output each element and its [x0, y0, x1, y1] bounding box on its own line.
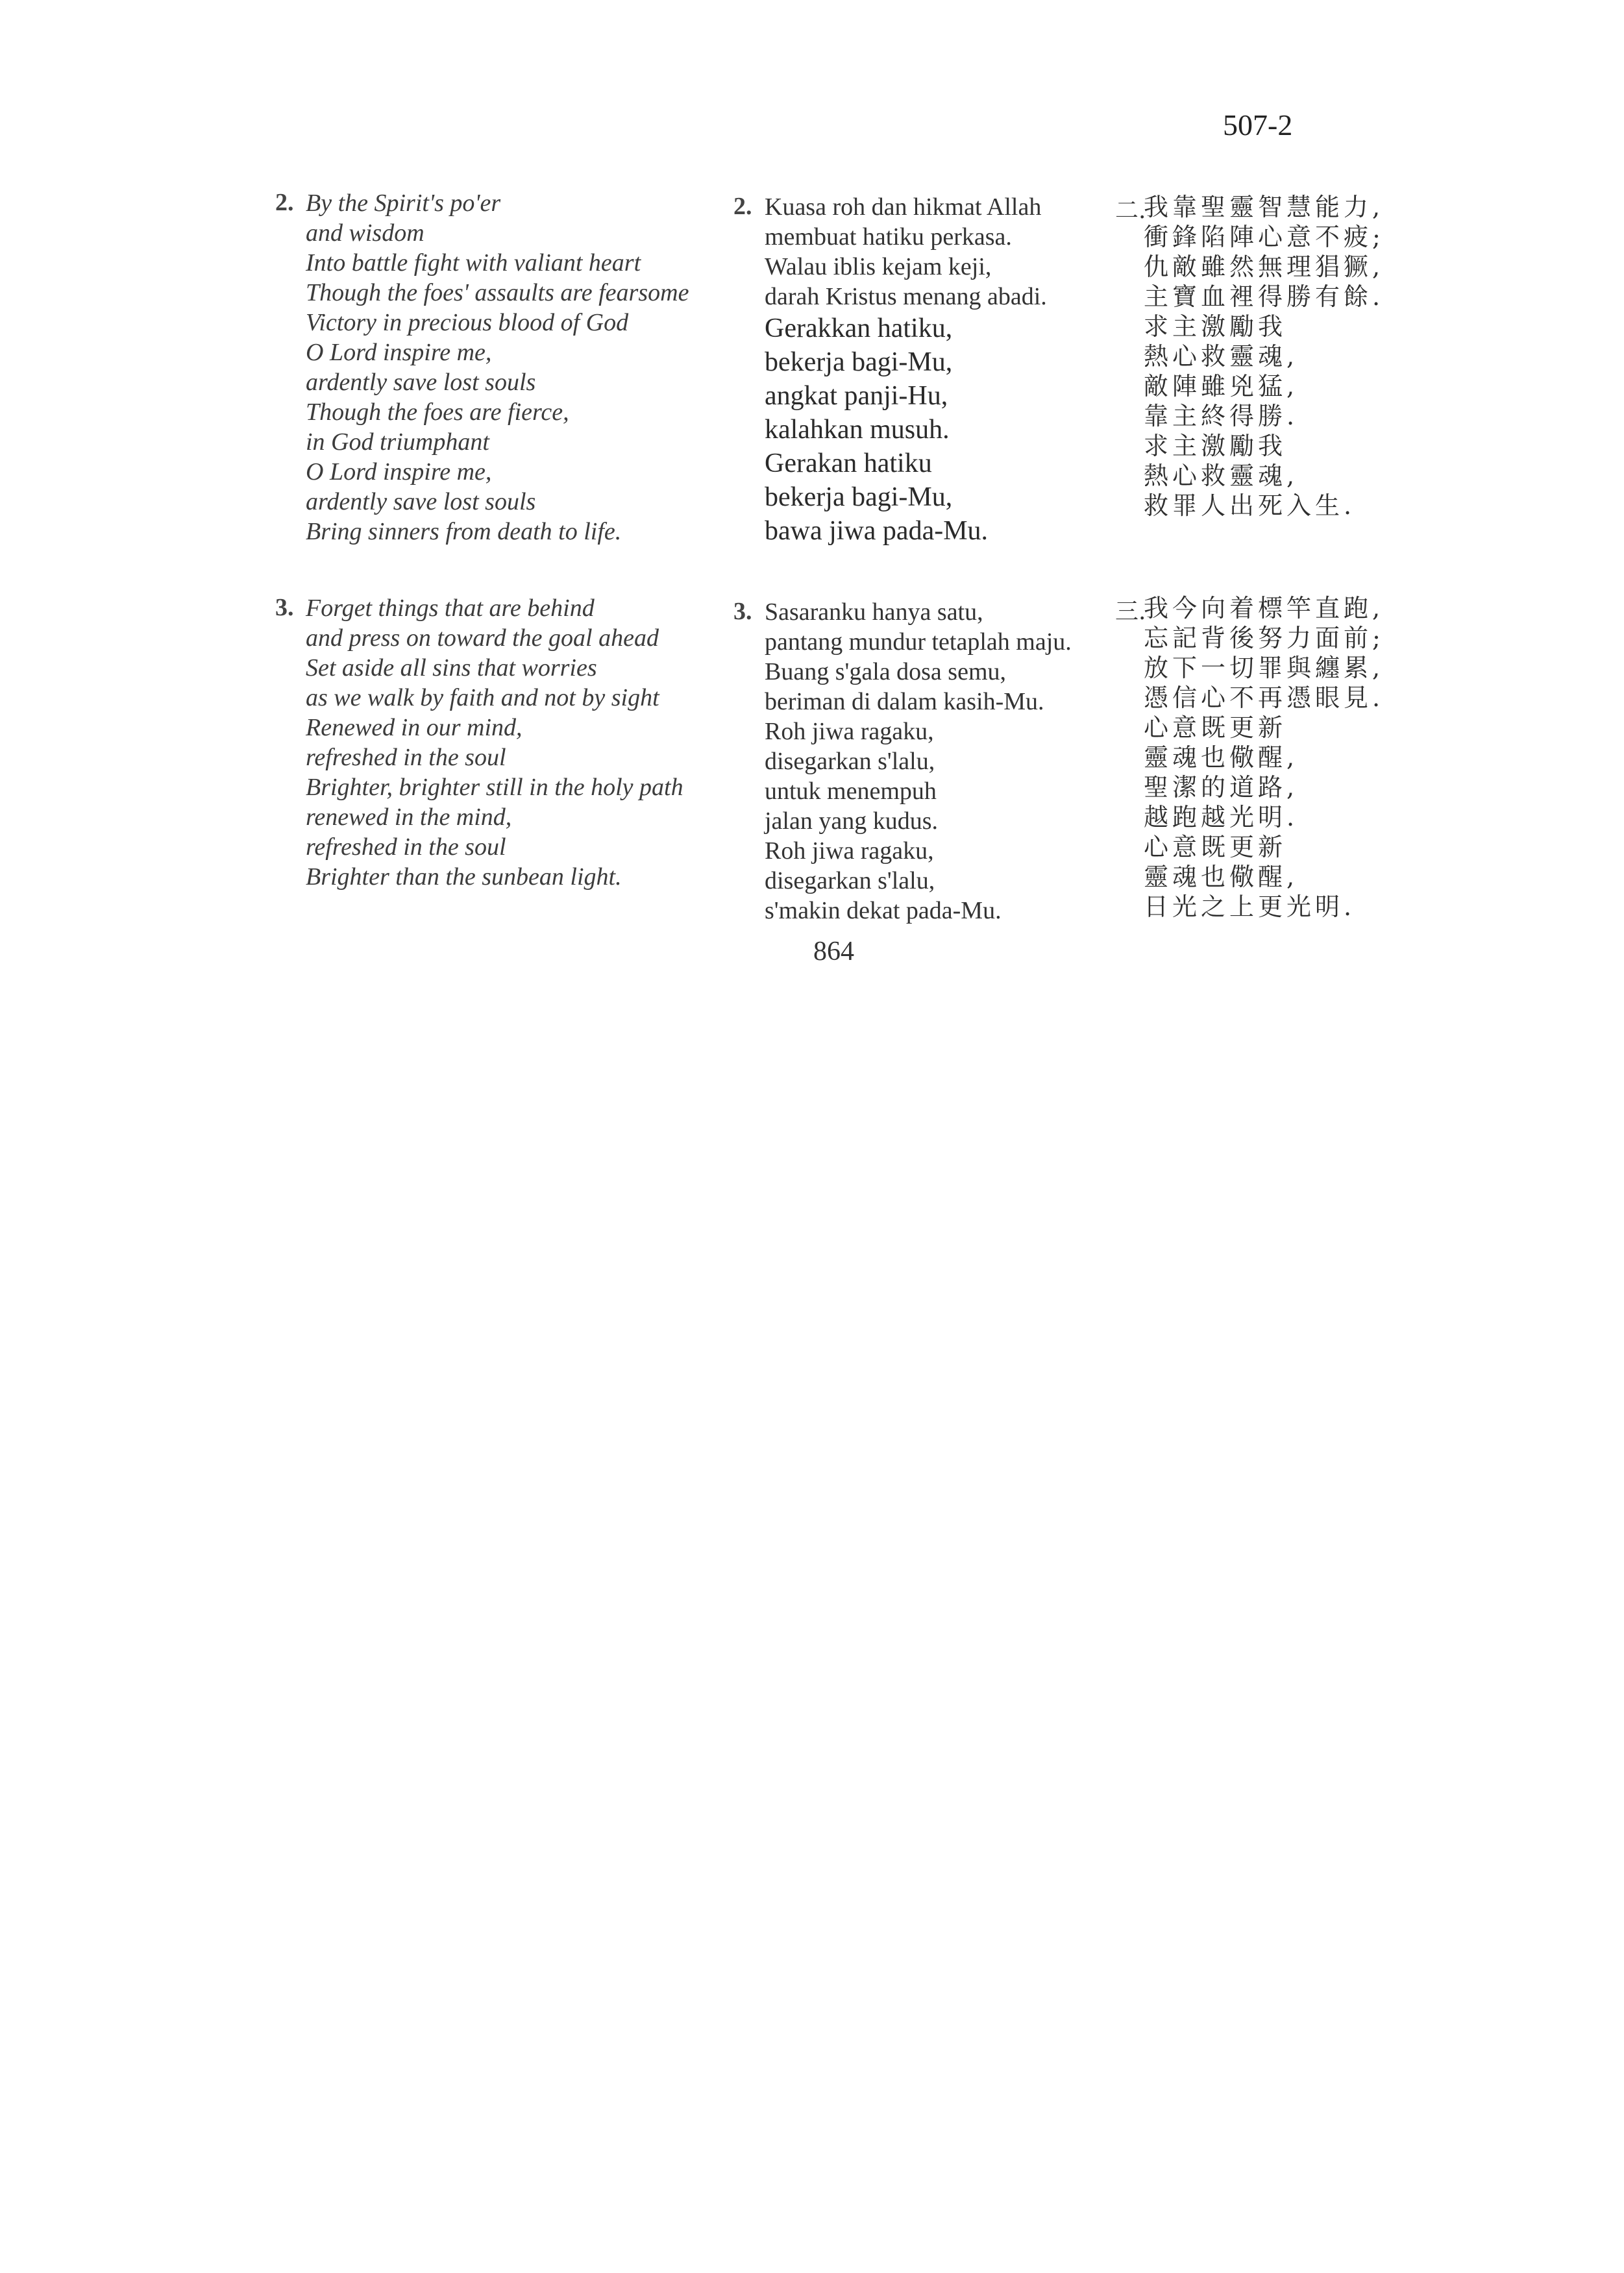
lyric-line: Walau iblis kejam keji,: [765, 253, 992, 280]
lyric-line: Victory in precious blood of God: [306, 309, 629, 336]
verse-lines: [306, 188, 689, 547]
lyric-line: 熱心救靈魂,: [1144, 342, 1299, 371]
verse-lines: [1144, 593, 1384, 922]
lyric-line: 放下一切罪與纏累,: [1144, 654, 1384, 682]
lyric-line: bekerja bagi-Mu,: [765, 482, 953, 512]
lyric-line: refreshed in the soul: [306, 744, 506, 771]
verse-3-indonesian: [733, 597, 1110, 935]
lyric-line: bekerja bagi-Mu,: [765, 347, 953, 377]
verse-number: 三.: [1115, 598, 1146, 625]
lyric-line: ardently save lost souls: [306, 488, 536, 515]
verse-number: 3.: [733, 598, 752, 625]
lyric-line: Brighter, brighter still in the holy path: [306, 774, 683, 801]
lyric-line: disegarkan s'lalu,: [765, 748, 935, 775]
lyric-line: 靠主終得勝.: [1144, 402, 1299, 430]
lyric-line: s'makin dekat pada-Mu.: [765, 897, 1002, 924]
lyric-line: and press on toward the goal ahead: [306, 624, 659, 652]
lyric-line: 敵陣雖兇猛,: [1144, 372, 1299, 400]
lyric-line: Into battle fight with valiant heart: [306, 249, 641, 276]
lyric-line: Forget things that are behind: [306, 595, 595, 622]
lyric-line: 求主激勵我: [1144, 312, 1287, 341]
lyric-line: 心意既更新: [1144, 833, 1287, 861]
lyric-line: Renewed in our mind,: [306, 714, 523, 741]
lyric-line: disegarkan s'lalu,: [765, 867, 935, 894]
lyric-line: 日光之上更光明.: [1144, 892, 1356, 921]
verse-2-english: [275, 188, 730, 552]
lyric-line: jalan yang kudus.: [765, 807, 939, 835]
lyric-line: 憑信心不再憑眼見.: [1144, 683, 1384, 712]
lyric-line: Though the foes' assaults are fearsome: [306, 279, 689, 306]
lyric-line: 主寶血裡得勝有餘.: [1144, 282, 1384, 311]
verse-lines: [1144, 192, 1384, 521]
lyric-line: membuat hatiku perkasa.: [765, 223, 1012, 251]
verse-2-chinese: [1115, 192, 1420, 543]
verse-number: 二.: [1115, 197, 1146, 224]
lyric-line: Bring sinners from death to life.: [306, 518, 622, 545]
lyric-line: angkat panji-Hu,: [765, 381, 948, 411]
verse-lines: [765, 192, 1047, 548]
lyric-line: as we walk by faith and not by sight: [306, 684, 659, 711]
lyric-line: renewed in the mind,: [306, 804, 512, 831]
lyric-line: Sasaranku hanya satu,: [765, 598, 983, 626]
lyric-line: refreshed in the soul: [306, 833, 506, 861]
lyric-line: 仇敵雖然無理猖獗,: [1144, 252, 1384, 281]
lyric-line: ardently save lost souls: [306, 369, 536, 396]
lyric-line: darah Kristus menang abadi.: [765, 283, 1047, 310]
verse-3-chinese: [1115, 593, 1420, 931]
lyric-line: 聖潔的道路,: [1144, 773, 1299, 802]
lyric-line: kalahkan musuh.: [765, 415, 950, 445]
lyric-line: 求主激勵我: [1144, 432, 1287, 460]
lyric-line: and wisdom: [306, 219, 424, 247]
lyric-line: in God triumphant: [306, 428, 489, 456]
lyric-line: Roh jiwa ragaku,: [765, 837, 934, 865]
verse-lines: [765, 597, 1072, 926]
verse-3-english: [275, 593, 730, 898]
verse-number: 2.: [733, 193, 752, 220]
lyric-line: 靈魂也儆醒,: [1144, 743, 1299, 772]
verse-lines: [306, 593, 683, 892]
lyric-line: 衝鋒陷陣心意不疲;: [1144, 223, 1384, 251]
lyric-line: untuk menempuh: [765, 778, 937, 805]
lyric-line: 我靠聖靈智慧能力,: [1144, 193, 1384, 221]
lyric-line: 靈魂也儆醒,: [1144, 863, 1299, 891]
lyric-line: 越跑越光明.: [1144, 803, 1299, 831]
verse-number: 3.: [275, 594, 294, 621]
footer-page-number: 864: [813, 937, 854, 966]
page-number: 507-2: [1223, 108, 1293, 141]
lyric-line: O Lord inspire me,: [306, 339, 492, 366]
lyric-line: Set aside all sins that worries: [306, 654, 597, 682]
lyric-line: 忘記背後努力面前;: [1144, 624, 1384, 652]
lyric-line: 救罪人出死入生.: [1144, 491, 1356, 520]
verse-number: 2.: [275, 189, 294, 216]
lyric-line: Brighter than the sunbean light.: [306, 863, 622, 891]
lyric-line: bawa jiwa pada-Mu.: [765, 516, 989, 546]
lyric-line: Gerakan hatiku: [765, 448, 932, 478]
lyric-line: 心意既更新: [1144, 713, 1287, 742]
lyric-line: Buang s'gala dosa semu,: [765, 658, 1007, 685]
lyric-line: beriman di dalam kasih-Mu.: [765, 688, 1044, 715]
lyric-line: Kuasa roh dan hikmat Allah: [765, 193, 1042, 221]
lyric-line: Gerakkan hatiku,: [765, 313, 953, 343]
lyric-line: Though the foes are fierce,: [306, 399, 569, 426]
lyric-line: Roh jiwa ragaku,: [765, 718, 934, 745]
verse-2-indonesian: [733, 192, 1110, 556]
lyric-line: 我今向着標竿直跑,: [1144, 594, 1384, 622]
lyric-line: pantang mundur tetaplah maju.: [765, 628, 1072, 656]
lyric-line: By the Spirit's po'er: [306, 190, 501, 217]
lyric-line: 熱心救靈魂,: [1144, 461, 1299, 490]
lyric-line: O Lord inspire me,: [306, 458, 492, 485]
